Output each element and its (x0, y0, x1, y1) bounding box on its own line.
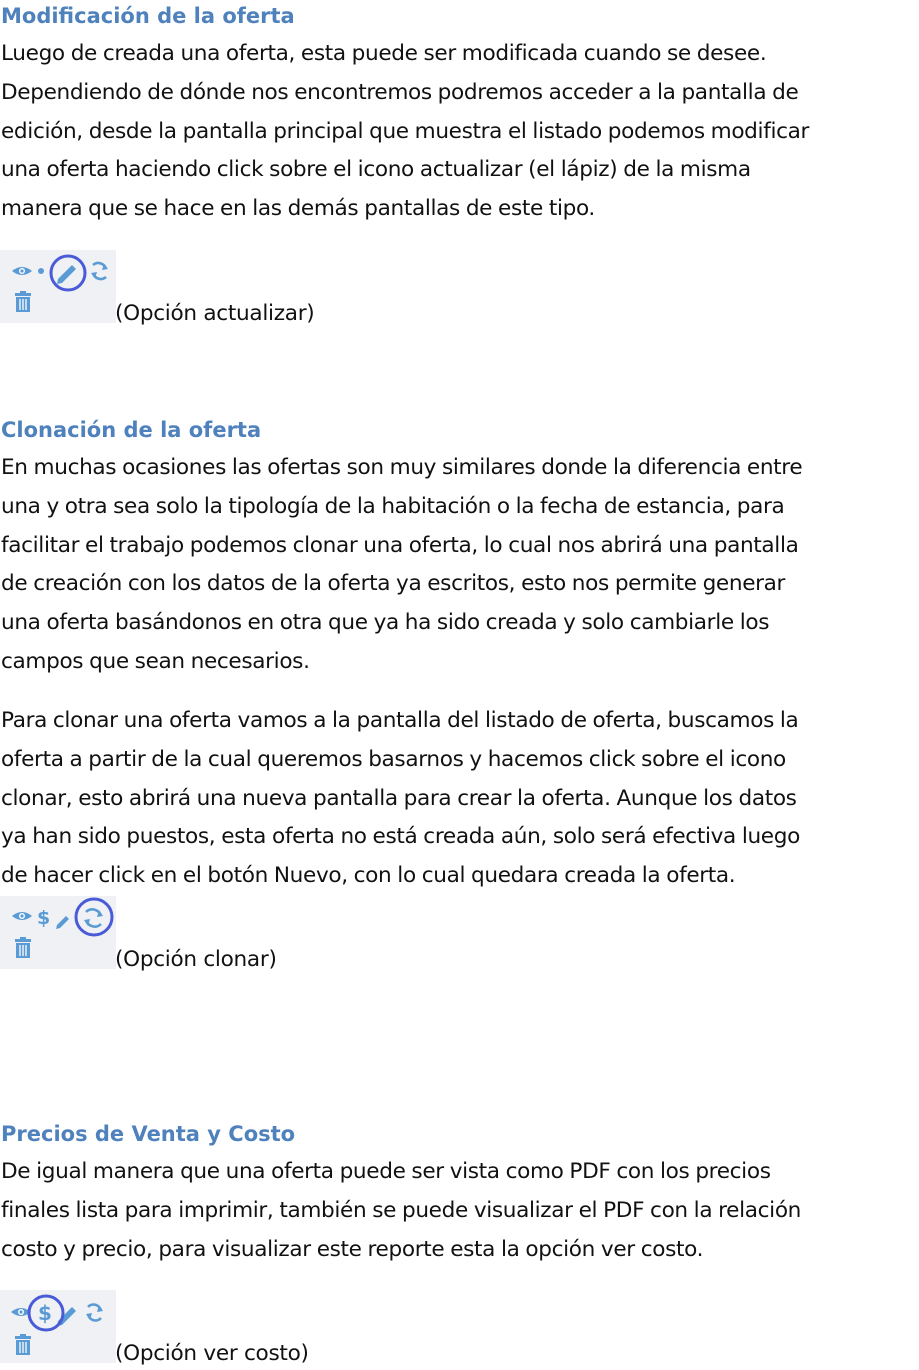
section-heading-clonacion: Clonación de la oferta (1, 418, 262, 442)
actions-screenshot-cost (0, 1290, 116, 1363)
section-text-precios (1, 1153, 913, 1269)
section-heading-precios: Precios de Venta y Costo (1, 1122, 296, 1146)
text-line: clonar, esto abrirá una nueva pantalla para crear la oferta. Aunque los datos (1, 785, 797, 811)
text-line: manera que se hace en las demás pantallas de este tipo. (1, 196, 595, 222)
text-line: una oferta haciendo click sobre el icono actualizar (el lápiz) de la misma (1, 157, 751, 183)
text-line: facilitar el trabajo podemos clonar una oferta, lo cual nos abrirá una pantalla (1, 532, 799, 558)
text-line: finales lista para imprimir, también se puede visualizar el PDF con la relación (1, 1197, 802, 1223)
text-line: campos que sean necesarios. (1, 648, 310, 674)
pencil-icon (56, 916, 69, 929)
actions-screenshot-clone (0, 896, 116, 969)
dollar-icon: $ (38, 1301, 52, 1325)
text-line: Para clonar una oferta vamos a la pantalla del listado de oferta, buscamos la (1, 708, 799, 733)
text-line: oferta a partir de la cual queremos basarnos y hacemos click sobre el icono (1, 746, 786, 772)
section-heading-modificacion: Modificación de la oferta (1, 4, 295, 28)
caption-cost: (Opción ver costo) (115, 1341, 309, 1366)
section-text-modificacion (1, 35, 913, 229)
text-line: Luego de creada una oferta, esta puede ser modificada cuando se desee. (1, 41, 767, 66)
text-line: De igual manera que una oferta puede ser vista como PDF con los precios (1, 1159, 771, 1184)
actions-screenshot-update (0, 250, 116, 323)
text-line: En muchas ocasiones las ofertas son muy similares donde la diferencia entre (1, 455, 803, 480)
eye-icon (12, 267, 32, 275)
text-line: de creación con los datos de la oferta ya escritos, esto nos permite generar (1, 571, 786, 597)
text-line: costo y precio, para visualizar este reporte esta la opción ver costo. (1, 1236, 704, 1262)
highlight-circle (76, 899, 112, 935)
dollar-icon: $ (37, 907, 51, 929)
caption-clone: (Opción clonar) (115, 947, 277, 972)
text-line: edición, desde la pantalla principal que muestra el listado podemos modificar (1, 118, 810, 144)
text-line: una y otra sea solo la tipología de la habitación o la fecha de estancia, para (1, 493, 785, 519)
text-line: de hacer click en el botón Nuevo, con lo cual quedara creada la oferta. (1, 863, 736, 889)
caption-update: (Opción actualizar) (115, 301, 315, 326)
section-text-clonacion (1, 449, 913, 682)
text-line: Dependiendo de dónde nos encontremos podremos acceder a la pantalla de (1, 79, 799, 105)
pencil-icon (57, 265, 76, 284)
eye-icon (12, 912, 32, 920)
text-line: ya han sido puestos, esta oferta no está creada aún, solo será efectiva luego (1, 824, 800, 850)
text-line: una oferta basándonos en otra que ya ha sido creada y solo cambiarle los (1, 610, 770, 636)
section-text-clonacion-2 (1, 702, 913, 896)
